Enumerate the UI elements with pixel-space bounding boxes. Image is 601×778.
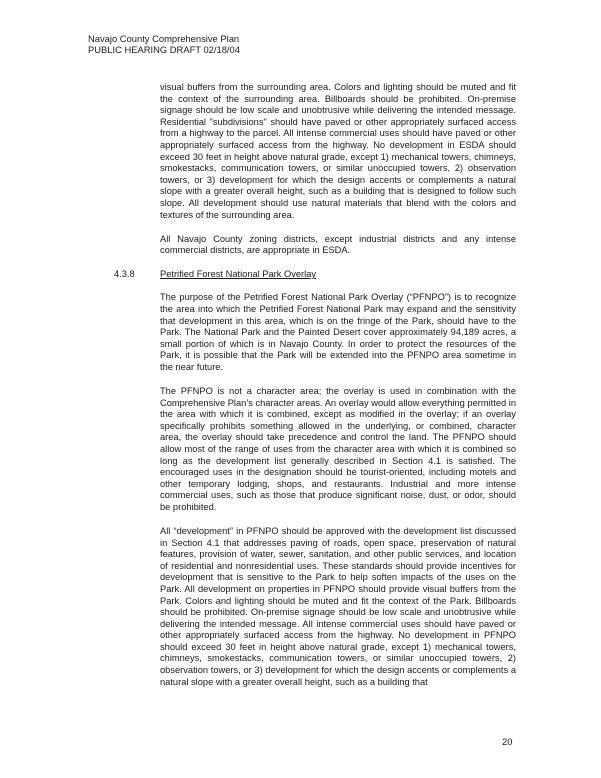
page-number: 20 <box>502 736 513 747</box>
body-text <box>114 82 516 701</box>
section-heading <box>114 269 516 281</box>
header-plan-title: Navajo County Comprehensive Plan <box>88 33 240 44</box>
paragraph-esda-standards: visual buffers from the surrounding area. Colors and lighting should be muted and fit the context of the surrounding area. Billboards should be prohibited. On-premise signage should be low scale and unobtrusive while delivering the intended message. Residential "subdivisions" should have paved or other appropriately surfaced access from a highway to the parcel. All intense commercial uses should have paved or other appropriately surfaced access from the highway. No development in ESDA should exceed 30 feet in height above natural grade, except 1) mechanical towers, chimneys, smokestacks, communication towers, or similar unoccupied towers, 2) observation towers, or 3) development for which the design accents or complements a natural slope with a greater overall height, such as a building that is designed to follow such slope. All development should use natural materials that blend with the colors and textures of the surrounding area. <box>160 82 516 220</box>
paragraph-pfnpo-development: All “development” in PFNPO should be approved with the development list discussed in Section 4.1 that addresses paving of roads, open space, preservation of natural features, provision of water, sewer, sanitation, and other public services, and location of residential and nonresidential uses. These standards should provide incentives for development that is sensitive to the Park to help soften impacts of the uses on the Park. All development on properties in PFNPO should provide visual buffers from the Park. Colors and lighting should be muted and fit the context of the Park. Billboards should be prohibited. On-premise signage should be low scale and unobtrusive while delivering the intended message. All intense commercial uses should have paved or other appropriately surfaced access from the highway. No development in PFNPO should exceed 30 feet in height above natural grade, except 1) mechanical towers, chimneys, smokestacks, communication towers, or similar unoccupied towers, 2) observation towers, or 3) development for which the design accents or complements a natural slope with a greater overall height, such as a building that <box>160 525 516 687</box>
section-number: 4.3.8 <box>114 269 135 280</box>
running-header <box>88 33 240 56</box>
section-title: Petrified Forest National Park Overlay <box>160 269 317 280</box>
paragraph-pfnpo-overlay: The PFNPO is not a character area; the overlay is used in combination with the Comprehensive Plan’s character areas. An overlay would allow everything permitted in the area with which it is combined, except as modified in the overlay; if an overlay specifically prohibits something allowed in the underlying, or combined, character area, the overlay should take precedence and control the land. The PFNPO should allow most of the range of uses from the character area with which it is combined so long as the development list generally described in Section 4.1 is satisfied. The encouraged uses in the designation should be tourist-oriented, including motels and other temporary lodging, shops, and restaurants. Industrial and more intense commercial uses, such as those that produce significant noise, dust, or odor, should be prohibited. <box>160 386 516 512</box>
paragraph-esda-zoning: All Navajo County zoning districts, except industrial districts and any intense commercial districts, are appropriate in ESDA. <box>160 233 516 256</box>
header-draft-label: PUBLIC HEARING DRAFT 02/18/04 <box>88 44 240 56</box>
paragraph-pfnpo-purpose: The purpose of the Petrified Forest National Park Overlay (“PFNPO”) is to recognize the area into which the Petrified Forest National Park may expand and the sensitivity that development in this area, which is on the fringe of the Park, should have to the Park. The National Park and the Painted Desert cover approximately 94,189 acres, a small portion of which is in Navajo County. In order to protect the resources of the Park, it is possible that the Park will be extended into the PFNPO area sometime in the near future. <box>160 292 516 373</box>
